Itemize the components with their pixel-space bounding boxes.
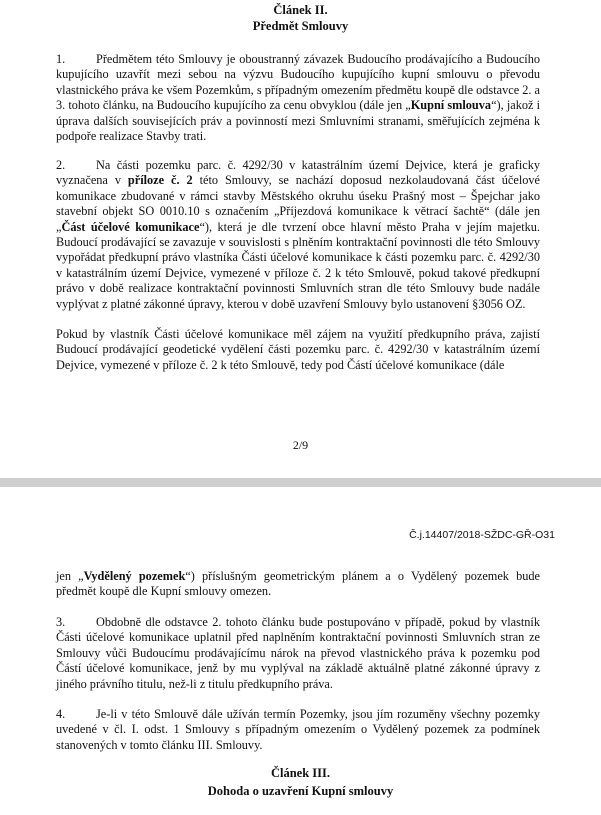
document-page-2: [0, 487, 601, 815]
paragraph-text: Je-li v této Smlouvě dále užíván termín Pozemky, jsou jím rozuměny všechny pozemky uvedené v čl. I. odst. 1 Smlouvy s případným omezením o Vydělený pozemek za podmínek stanovených v tomto článku III. Smlouvy.: [56, 707, 540, 752]
paragraph-number: 1.: [56, 52, 66, 66]
paragraph-text: Na části pozemku parc. č. 4292/30 v katastrálním území Dejvice, která je graficky vyznačena v: [56, 158, 540, 188]
paragraph-text: “) příslušným geometrickým plánem a o Vydělený pozemek bude předmět koupě dle Kupní smlouvy omezen.: [56, 569, 541, 599]
paragraph-text: jen „: [56, 569, 84, 583]
paragraph-text: této Smlouvy, se nachází doposud nezkolaudovaná část účelové komunikace zbudované v rámci stavby Městského okruhu úseku Prašný most – Špejchar jako stavební objekt SO 0010.10 s označením „Příjezdová komunikace k větrací šachtě“ (dále jen „: [56, 173, 540, 234]
page-separator: [0, 478, 601, 487]
article-subtitle: Dohoda o uzavření Kupní smlouvy: [207, 784, 394, 798]
paragraph-continuation: [56, 569, 540, 600]
paragraph-3: [56, 615, 540, 692]
paragraph-4: [56, 707, 540, 753]
article-title: Článek III.: [270, 766, 331, 780]
paragraph-number: 4.: [56, 707, 66, 721]
paragraph-text: “), která je dle tvrzení obce hlavní město Praha v jejím majetku. Budoucí prodávající se zavazuje v souvislosti s plněním kontraktační povinnosti dle této Smlouvy vypořádat předkupní právo vlastníka Části účelové komunikace k části pozemku parc. č. 4292/30 v katastrálním území Dejvice, vymezené v příloze č. 2 k této Smlouvě, pokud takové předkupní právo v době realizace kontraktační povinnosti Smluvních stran dle této Smlouvy bude nadále vyplývat z platné zákonné úpravy, kterou v době uzavření Smlouvy bylo ustanovení §3056 OZ.: [56, 219, 541, 311]
paragraph-1: [56, 52, 540, 144]
defined-term: Vydělený pozemek: [83, 569, 186, 583]
article-title: Článek II.: [273, 3, 328, 17]
defined-term: Kupní smlouva: [410, 98, 492, 113]
paragraph-2: [56, 158, 540, 312]
page-number: 2/9: [292, 438, 309, 452]
paragraph-text: Předmětem této Smlouvy je oboustranný závazek Budoucího prodávajícího a Budoucího kupujícího uzavřít mezi sebou na výzvu Budoucího kupujícího kupní smlouvu o převodu vlastnického práva ke všem Pozemkům, s případným omezením předmětu koupě dle odstavce 2. a 3. tohoto článku, na Budoucího kupujícího za cenu obvyklou (dále jen „: [56, 52, 540, 113]
paragraph-text: “), jakož i úprava dalších souvisejících práv a povinností mezi Smluvními stranami, směřujících zejména k podpoře realizace Stavby trati.: [56, 98, 540, 144]
paragraph-number: 2.: [56, 158, 66, 172]
paragraph-2-continued: Pokud by vlastník Části účelové komunikace měl zájem na využití předkupního práva, zajistí Budoucí prodávající geodetické vydělení části pozemku parc. č. 4292/30 v katastrálním území Dejvice, vymezené v příloze č. 2 k této Smlouvě, tedy pod Částí účelové komunikace (dále: [56, 327, 540, 372]
paragraph-number: 3.: [56, 615, 66, 629]
paragraph-text: Obdobně dle odstavce 2. tohoto článku bude postupováno v případě, pokud by vlastník Části účelové komunikace uplatnil před naplněním kontraktační povinnosti Smluvních stran ze Smlouvy vůči Budoucímu prodávajícímu nárok na převod vlastnického práva k pozemku pod Částí účelové komunikace, jenž by mu vyplýval na základě aktuálně platné zákonné úpravy z jiného právního titulu, než-li z titulu předkupního práva.: [56, 615, 540, 691]
reference-number: Č.j.14407/2018-SŽDC-GŘ-O31: [409, 529, 555, 541]
defined-term: příloze č. 2: [127, 173, 193, 188]
article-subtitle: Předmět Smlouvy: [252, 19, 349, 33]
defined-term: Část účelové komunikace: [61, 219, 200, 234]
